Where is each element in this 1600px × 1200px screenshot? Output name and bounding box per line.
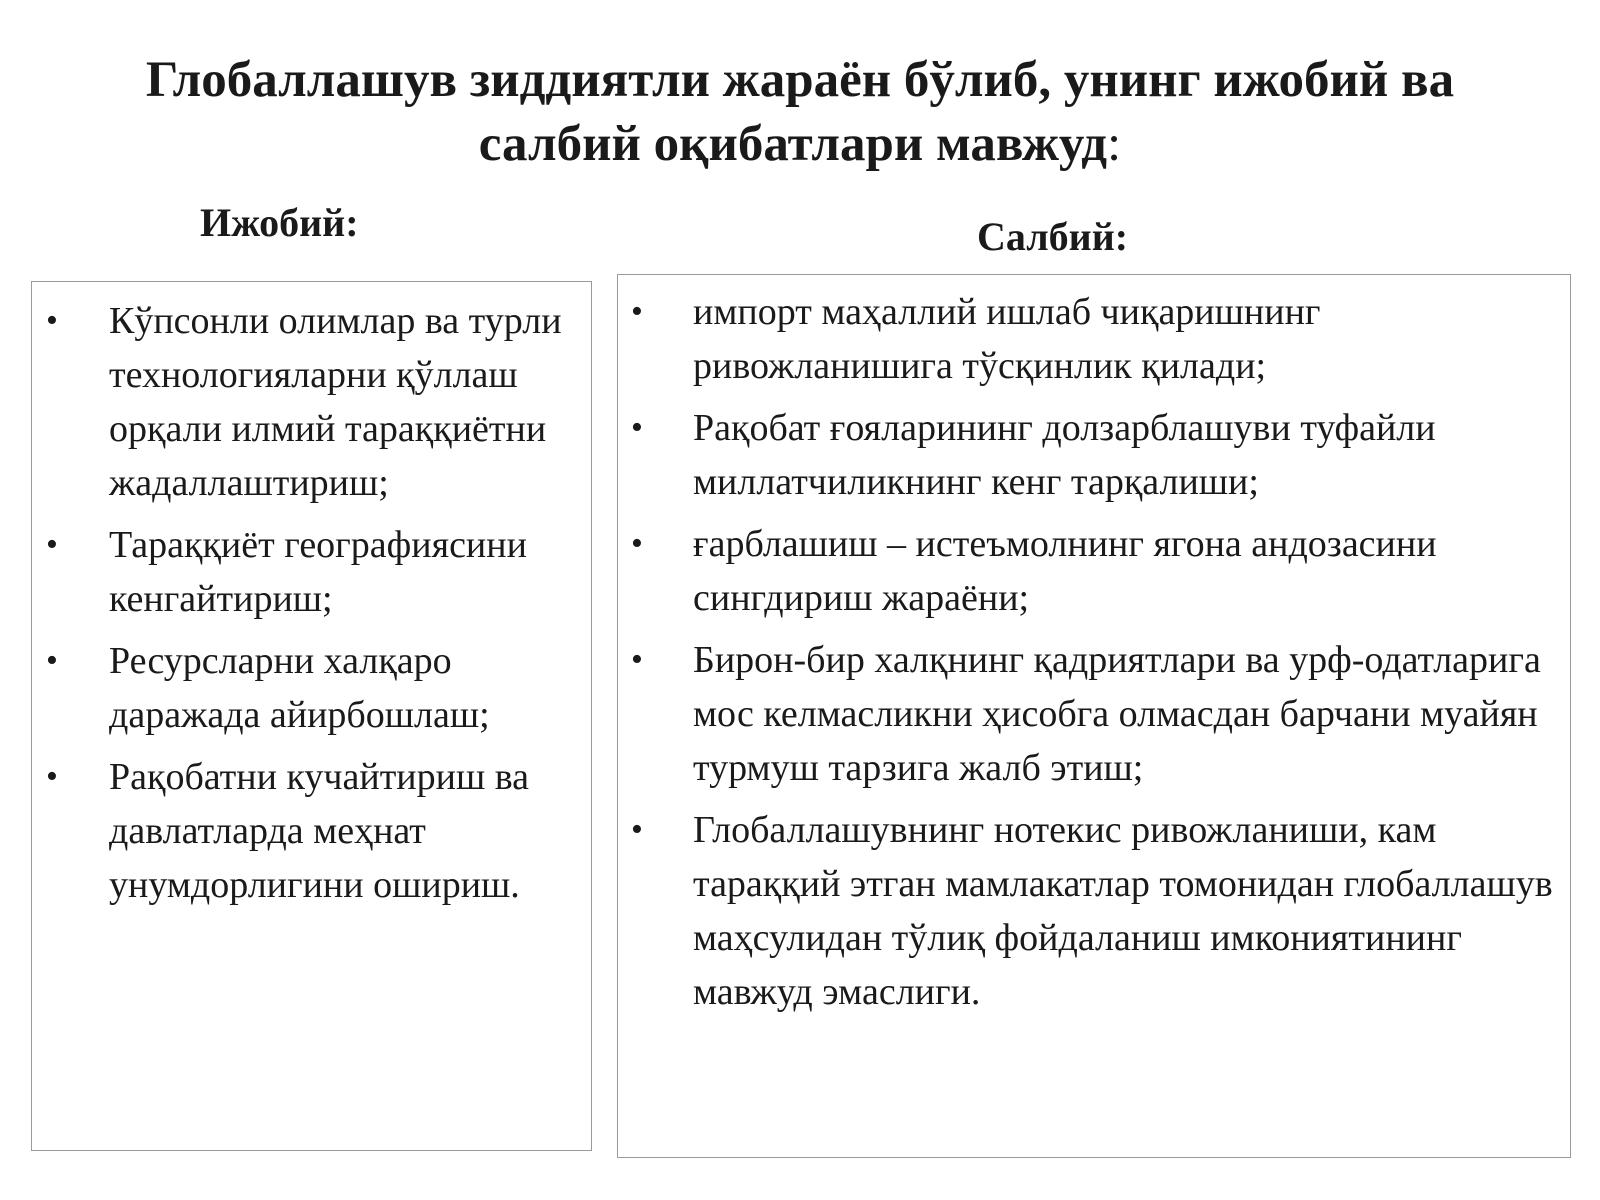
list-item bbox=[618, 517, 1560, 625]
list-item-text: Глобаллашувнинг нотекис ривожланиши, кам тараққий этган мамлакатлар томонидан глобаллашув маҳсулидан тўлиқ фойдаланиш имкониятининг мавжуд эмаслиги. bbox=[693, 809, 1553, 1013]
list-item bbox=[618, 401, 1560, 509]
bullet-icon: • bbox=[631, 811, 643, 848]
bullet-icon: • bbox=[631, 409, 643, 446]
list-item-text: импорт маҳаллий ишлаб чиқаришнинг ривожланишига тўсқинлик қилади; bbox=[693, 291, 1321, 387]
list-item-text: Ресурсларни халқаро даражада айирбошлаш; bbox=[109, 640, 490, 736]
title-line-2-text: салбий оқибатлари мавжуд bbox=[478, 116, 1108, 172]
list-item-text: Кўпсонли олимлар ва турли технологияларни қўллаш орқали илмий тараққиётни жадаллаштириш; bbox=[109, 300, 562, 504]
bullet-icon: • bbox=[46, 758, 58, 795]
list-item-text: Рақобат ғояларининг долзарблашуви туфайли миллатчиликнинг кенг тарқалиши; bbox=[693, 407, 1436, 503]
positive-list bbox=[32, 282, 591, 912]
positive-heading: Ижобий: bbox=[200, 200, 359, 245]
list-item bbox=[618, 633, 1560, 795]
list-item bbox=[618, 803, 1560, 1019]
list-item bbox=[32, 518, 571, 626]
title-line-1: Глобаллашув зиддиятли жараён бўлиб, унинг ижобий ва bbox=[145, 52, 1455, 108]
list-item-text: Рақобатни кучайтириш ва давлатларда меҳнат унумдорлигини ошириш. bbox=[109, 756, 530, 906]
title-colon: : bbox=[1107, 116, 1122, 172]
bullet-icon: • bbox=[631, 641, 643, 678]
list-item bbox=[32, 750, 571, 912]
title-line-2 bbox=[0, 112, 1600, 176]
list-item-text: ғарблашиш – истеъмолнинг ягона андозасини сингдириш жараёни; bbox=[693, 523, 1437, 619]
bullet-icon: • bbox=[631, 293, 643, 330]
page-title bbox=[0, 48, 1600, 176]
positive-box bbox=[31, 281, 592, 1151]
bullet-icon: • bbox=[631, 525, 643, 562]
negative-heading: Салбий: bbox=[977, 214, 1129, 259]
list-item bbox=[32, 634, 571, 742]
bullet-icon: • bbox=[46, 526, 58, 563]
bullet-icon: • bbox=[46, 302, 58, 339]
negative-box bbox=[617, 274, 1571, 1158]
bullet-icon: • bbox=[46, 642, 58, 679]
list-item-text: Бирон-бир халқнинг қадриятлари ва урф-одатларига мос келмасликни ҳисобга олмасдан барчани муайян турмуш тарзига жалб этиш; bbox=[693, 639, 1541, 789]
negative-list bbox=[618, 275, 1570, 1019]
list-item bbox=[618, 285, 1560, 393]
list-item-text: Тараққиёт географиясини кенгайтириш; bbox=[109, 524, 527, 620]
list-item bbox=[32, 294, 571, 510]
